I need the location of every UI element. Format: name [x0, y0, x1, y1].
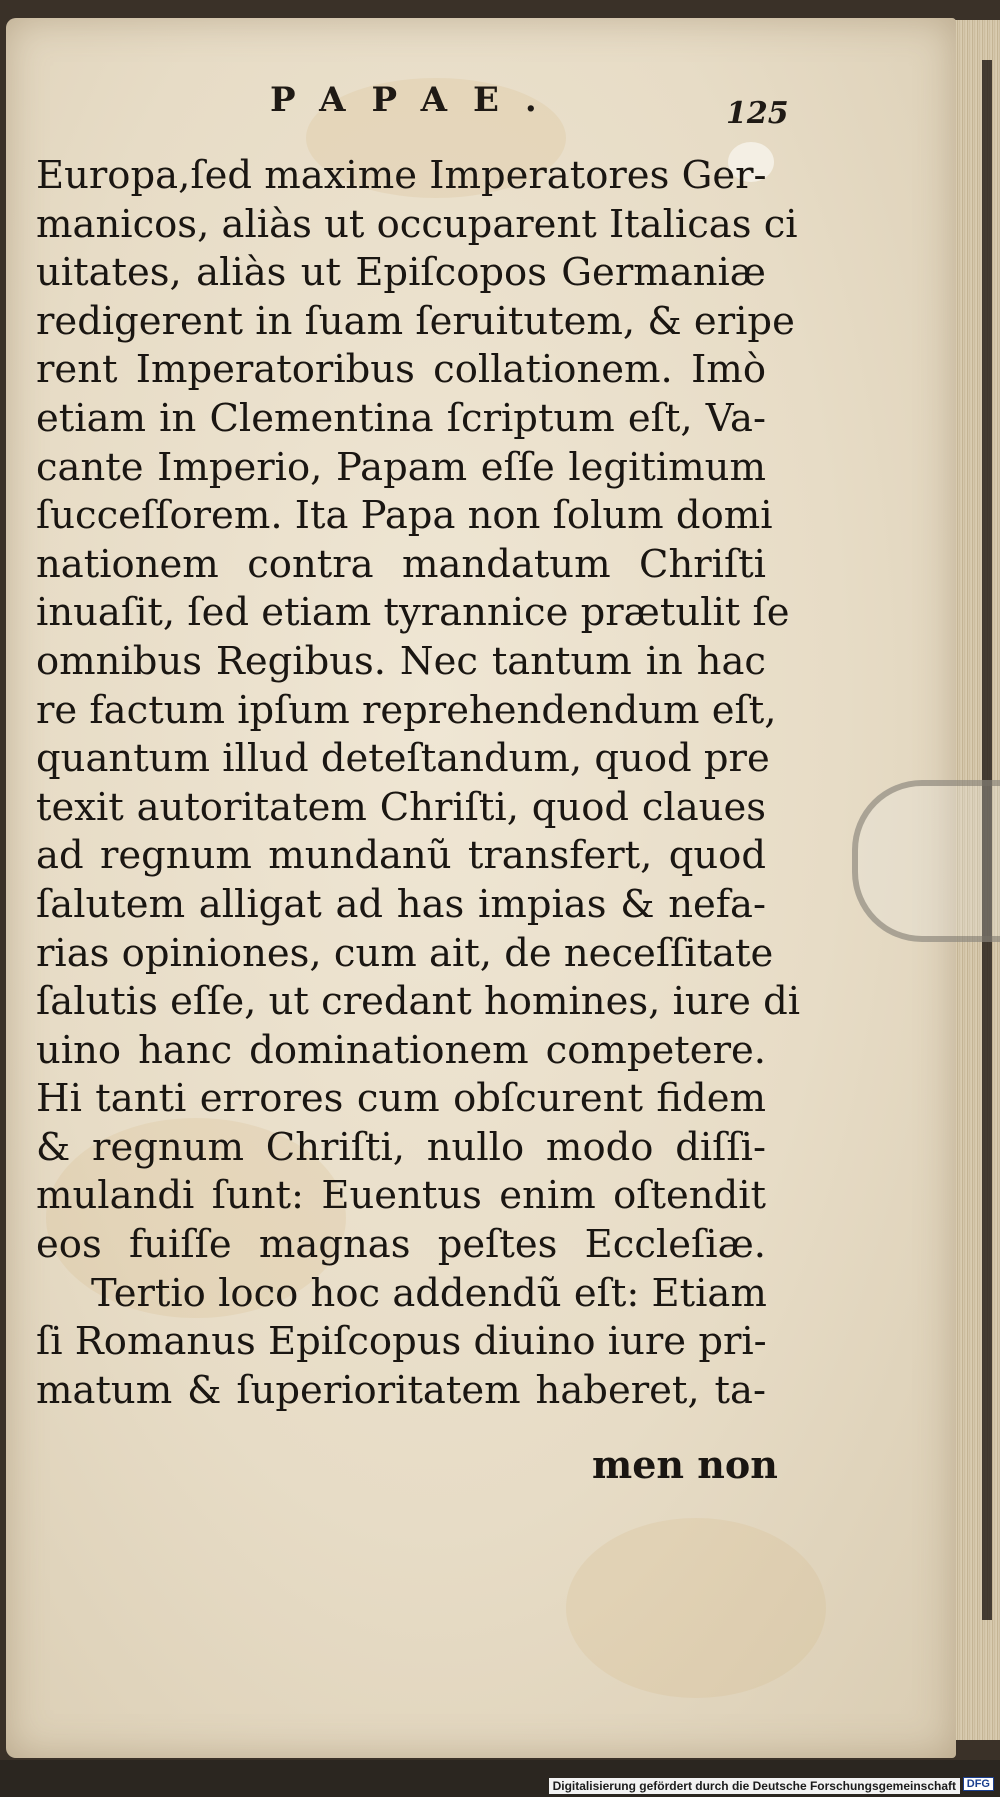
- text-line: Tertio loco hoc addendũ eſt: Etiam: [91, 1270, 767, 1316]
- text-line: rent Imperatoribus collationem. Imò: [36, 347, 766, 393]
- text-line: ſucceſſorem. Ita Papa non ſolum domi: [36, 493, 773, 539]
- catchword: men non: [592, 1442, 778, 1487]
- text-line: rias opiniones, cum ait, de neceſſitate: [36, 930, 774, 976]
- page-number: 125: [726, 96, 789, 131]
- text-line: etiam in Clementina ſcriptum eſt, Va-: [36, 395, 766, 441]
- text-line: matum & ſuperioritatem haberet, ta-: [36, 1367, 766, 1413]
- text-line: cante Imperio, Papam eſſe legitimum: [36, 444, 766, 490]
- text-line: redigerent in ſuam ſeruitutem, & eripe: [36, 298, 795, 344]
- text-line: inuaſit, ſed etiam tyrannice prætulit ſe: [36, 590, 790, 636]
- text-line: ad regnum mundanũ transfert, quod: [36, 833, 766, 879]
- text-line: uino hanc dominationem competere.: [36, 1027, 766, 1073]
- text-line: & regnum Chriſti, nullo modo diſſi-: [36, 1124, 766, 1170]
- text-line: mulandi ſunt: Euentus enim oſtendit: [36, 1173, 766, 1219]
- digitization-credit: Digitalisierung gefördert durch die Deutsche Forschungsgemeinschaft: [549, 1778, 960, 1794]
- text-line: omnibus Regibus. Nec tantum in hac: [36, 638, 766, 684]
- text-line: eos fuiſſe magnas peſtes Eccleſiæ.: [36, 1222, 766, 1268]
- paper-stain: [566, 1518, 826, 1698]
- text-line: quantum illud deteſtandum, quod pre: [36, 736, 770, 782]
- text-line: uitates, aliàs ut Epiſcopos Germaniæ: [36, 250, 766, 296]
- text-line: Hi tanti errores cum obſcurent fidem: [36, 1076, 766, 1122]
- page-clip: [852, 780, 1000, 942]
- text-line: texit autoritatem Chriſti, quod claues: [36, 784, 766, 830]
- text-line: ſalutem alligat ad has impias & nefa-: [36, 881, 766, 927]
- dfg-logo: DFG: [963, 1777, 994, 1791]
- text-line: Europa,ſed maxime Imperatores Ger-: [36, 153, 767, 198]
- text-line: manicos, aliàs ut occuparent Italicas ci: [36, 201, 798, 247]
- running-head: PAPAE.: [270, 80, 563, 120]
- text-line: ſi Romanus Epiſcopus diuino iure pri-: [36, 1319, 767, 1365]
- text-line: ſalutis eſſe, ut credant homines, iure di: [36, 979, 801, 1025]
- body-text: [36, 152, 801, 1415]
- text-line: re factum ipſum reprehendendum eſt,: [36, 687, 777, 733]
- text-line: nationem contra mandatum Chriſti: [36, 541, 766, 587]
